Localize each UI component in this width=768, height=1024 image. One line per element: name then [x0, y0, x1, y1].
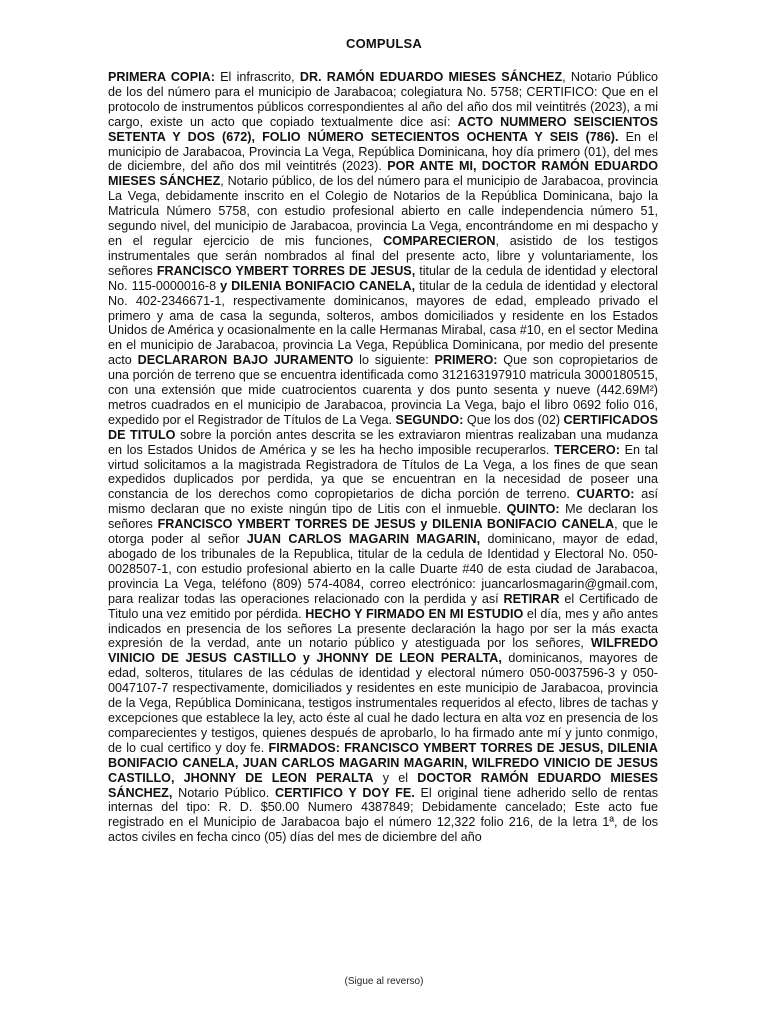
text-segment: El original tiene adherido sello de rentas internas del tipo: R. D. $50.00 Numero 4387849; Debidamente cancelado; Este acto fue registrado en el Municipio de Jarabacoa bajo el número 12,322 folio 216, de la letra 1ª, de los actos civiles en fecha cinco (05) días del mes de diciembre del año: [108, 785, 658, 845]
text-segment: , Notario Público de los del número para el municipio de Jarabacoa; colegiatura No. 5758; CERTIFICO: Que en el protocolo de instrumentos públicos correspondientes al año del año dos mil veintitrés (2023), a mi cargo, existe un acto que copiado textualmente dice así:: [108, 70, 659, 129]
text-segment: Que los dos (02): [463, 412, 564, 427]
text-segment: el día, mes y año antes indicados en presencia de los señores La presente declaración la hago por ser la más exacta expresión de la verdad, ante un notario público y atestiguada por los señores,: [108, 606, 658, 651]
text-segment: titular de la cedula de identidad y electoral No. 402-2346671-1, respectivamente dominicanos, mayores de edad, empleado privado el primero y ama de casa la segunda, solteros, ambos domiciliados y residente en los Estados Unidos de América y ocasionalmente en la calle Hermanas Mirabal, casa #10, en el sector Medina en el municipio de Jarabacoa, provincia La Vega, República Dominicana, por medio del presente acto: [108, 278, 659, 368]
text-segment: , que le otorga poder al señor: [108, 517, 658, 547]
bold-text-segment: PRIMERO:: [434, 353, 498, 368]
bold-text-segment: COMPARECIERON: [383, 233, 496, 248]
bold-text-segment: CERTIFICO Y DOY FE.: [275, 785, 415, 800]
bold-text-segment: y DILENIA BONIFACIO CANELA,: [220, 278, 416, 293]
bold-text-segment: JUAN CARLOS MAGARIN MAGARIN,: [246, 532, 481, 547]
page-footer-note: (Sigue al reverso): [344, 976, 424, 987]
text-segment: y el: [373, 770, 418, 785]
text-segment: sobre la porción antes descrita se les extraviaron mientras realizaban una mudanza en los Estados Unidos de América y se les ha hecho imposible recuperarlos.: [108, 427, 659, 457]
text-segment: Que son copropietarios de una porción de terreno que se encuentra identificada como 312163197910 matricula 3000180515, con una extensión que mide cuatrocientos cuarenta y dos punto sesenta y nueve (442.69M²) metros cuadrados en el municipio de Jarabacoa, provincia La Vega, bajo el libro 0692 folio 016, expedido por el Registrador de Títulos de La Vega.: [108, 353, 658, 427]
text-segment: el Certificado de Titulo una vez emitido por pérdida.: [108, 591, 658, 621]
bold-text-segment: CUARTO:: [576, 487, 635, 502]
bold-text-segment: DOCTOR RAMÓN EDUARDO MIESES SÁNCHEZ,: [108, 770, 658, 800]
bold-text-segment: FIRMADOS: FRANCISCO YMBERT TORRES DE JESUS, DILENIA BONIFACIO CANELA, JUAN CARLOS MAGARIN MAGARIN, WILFREDO VINICIO DE JESUS CASTILLO, JHONNY DE LEON PERALTA: [108, 740, 658, 785]
text-segment: dominicanos, mayores de edad, solteros, titulares de las cédulas de identidad y electoral número 050-0037596-3 y 050-0047107-7 respectivamente, domiciliados y residentes en este municipio de Jarabacoa, provincia de la Vega, República Dominicana, testigos instrumentales requeridos al efecto, libres de tachas y excepciones que establece la ley, acto éste al cual he dado lectura en alta voz en presencia de los comparecientes y testigos, quienes después de aprobarlo, lo ha firmado ante mí y junto conmigo, de lo cual certifico y doy fe.: [108, 651, 659, 755]
bold-text-segment: FRANCISCO YMBERT TORRES DE JESUS y DILENIA BONIFACIO CANELA: [157, 517, 615, 532]
bold-text-segment: SEGUNDO:: [395, 412, 464, 427]
bold-text-segment: DR. RAMÓN EDUARDO MIESES SÁNCHEZ: [299, 70, 563, 84]
bold-text-segment: RETIRAR: [503, 591, 560, 606]
bold-text-segment: FRANCISCO YMBERT TORRES DE JESUS,: [156, 263, 416, 278]
document-body: [108, 70, 658, 845]
bold-text-segment: HECHO Y FIRMADO EN MI ESTUDIO: [305, 606, 524, 621]
bold-text-segment: CERTIFICADOS DE TITULO: [108, 412, 658, 442]
text-segment: El infrascrito,: [214, 70, 300, 84]
text-segment: , Notario público, de los del número para el municipio de Jarabacoa, provincia La Vega, debidamente inscrito en el Colegio de Notarios de la República Dominicana, bajo la Matricula Número 5758, con estudio profesional abierto en calle independencia número 51, segundo nivel, del municipio de Jarabacoa, provincia La Vega, encontrándome en mi despacho y en el regular ejercicio de mis funciones,: [108, 174, 659, 248]
bold-text-segment: ACTO NUMMERO SEISCIENTOS SETENTA Y DOS (672), FOLIO NÚMERO SETECIENTOS OCHENTA Y SEIS (786).: [108, 114, 659, 144]
bold-text-segment: POR ANTE MI, DOCTOR RAMÓN EDUARDO MIESES SÁNCHEZ: [108, 159, 658, 189]
text-segment: lo siguiente:: [353, 353, 435, 368]
text-segment: Notario Público.: [172, 785, 276, 800]
text-segment: así mismo declaran que no existe ningún tipo de Litis con el inmueble.: [108, 487, 658, 517]
bold-text-segment: QUINTO:: [506, 502, 560, 517]
text-segment: , asistido de los testigos instrumentales que serán nombrados al final del presente acto, libre y voluntariamente, los señores: [108, 233, 658, 278]
text-segment: dominicano, mayor de edad, abogado de los tribunales de la Republica, titular de la cedula de Identidad y Electoral No. 050-0028507-1, con estudio profesional abierto en la calle Duarte #40 de esta ciudad de Jarabacoa, provincia La Vega, teléfono (809) 574-4084, correo electrónico: juancarlosmagarin@gmail.com, para realizar todas las operaciones relacionado con la perdida y así: [108, 532, 658, 606]
bold-text-segment: PRIMERA COPIA:: [108, 70, 215, 84]
text-segment: En tal virtud solicitamos a la magistrada Registradora de Títulos de La Vega, a los fines de que sean expedidos duplicados por perdida, ya que se encuentran en la necesidad de poseer una constancia de los derechos como copropietarios de dicha porción de terreno.: [108, 442, 659, 502]
bold-text-segment: TERCERO:: [554, 442, 620, 457]
bold-text-segment: DECLARARON BAJO JURAMENTO: [137, 353, 354, 368]
text-segment: titular de la cedula de identidad y electoral No. 115-0000016-8: [108, 263, 658, 293]
document-title: COMPULSA: [346, 36, 422, 51]
text-segment: Me declaran los señores: [108, 502, 658, 532]
bold-text-segment: WILFREDO VINICIO DE JESUS CASTILLO y JHONNY DE LEON PERALTA,: [108, 636, 658, 666]
text-segment: En el municipio de Jarabacoa, Provincia La Vega, República Dominicana, hoy día primero (01), del mes de diciembre, del año dos mil veintitrés (2023).: [108, 129, 658, 174]
